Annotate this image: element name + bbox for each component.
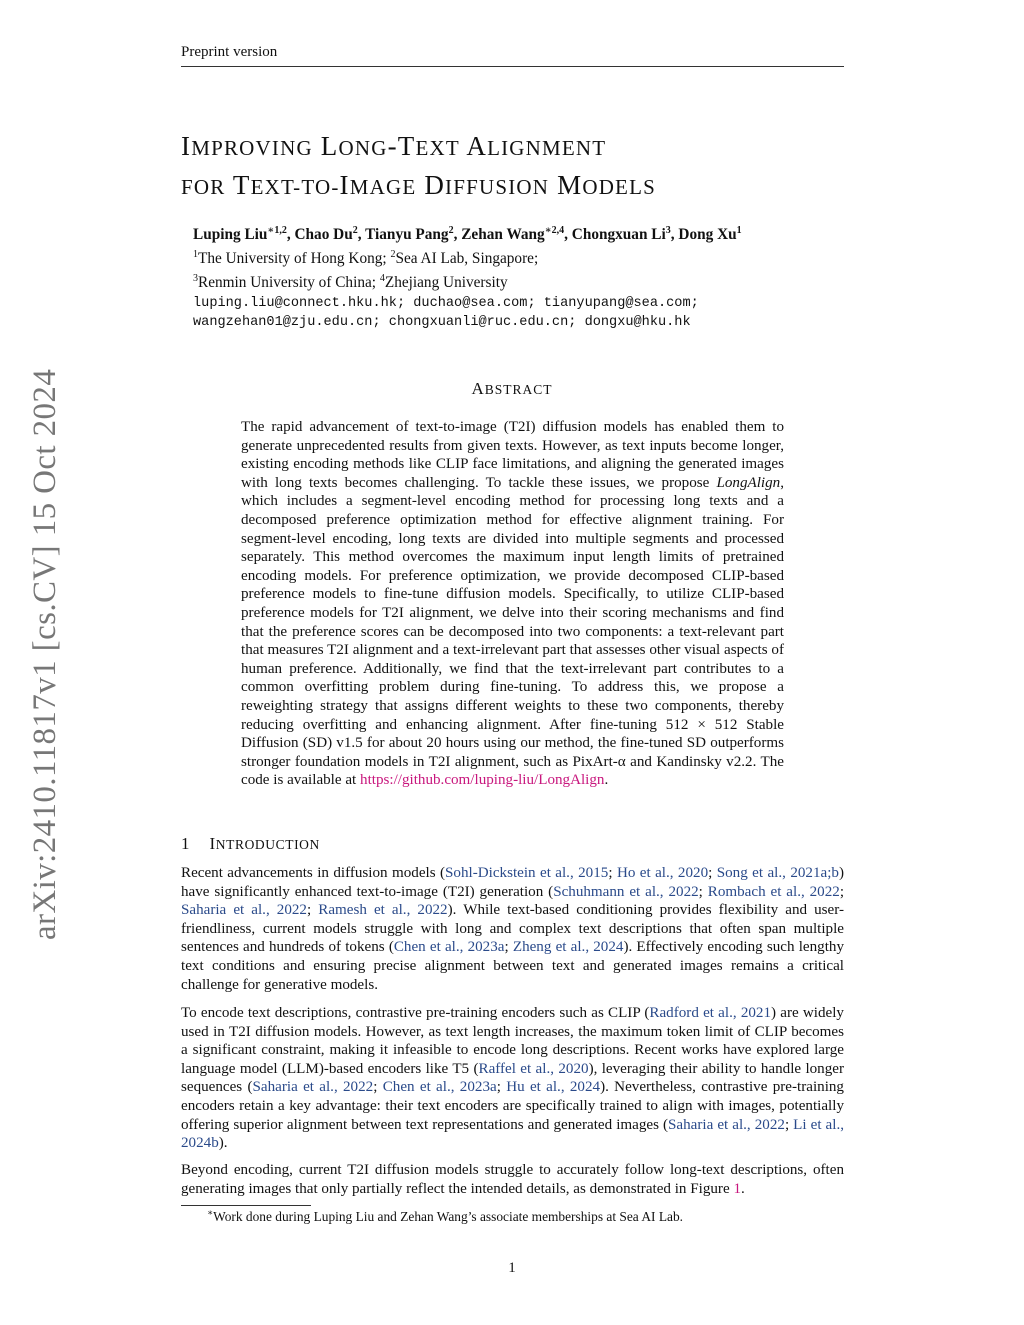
citation-link[interactable]: Radford et al., 2021 [649,1005,772,1021]
citation-link[interactable]: Schuhmann et al., 2022 [553,883,699,900]
figure-ref-link[interactable]: 1 [733,1180,741,1197]
section-heading-introduction [181,834,320,854]
body-text: ; [608,865,617,881]
running-header: Preprint version [181,44,278,60]
affiliation: Renmin University of China; [198,274,377,291]
author-sup: 1 [736,224,742,236]
title-cap: A [466,131,488,161]
abstract-body [241,418,784,790]
abstract-heading-cap: A [471,379,485,398]
title-smallcaps: EXT [250,175,294,199]
title-smallcaps: EXT [415,136,460,160]
abstract-text: , which includes a segment-level encoding method for processing long texts and a decomposed preference optimization method for effective alignment training. For segment-level encoding, long texts are divided into multiple segments and processed separately. This method overcomes the maximum input length limits of pretrained encoding models. For preference optimization, we provide decomposed CLIP-based preference models to fine-tune diffusion models. Specifically, to utilize CLIP-based preference models for T2I alignment, we delve into their scoring mechanisms and find that the preference scores can be decomposed into two components: a text-relevant part that measures T2I alignment and a text-irrelevant part that assesses other visual aspects of human preference. Additionally, we find that the text-irrelevant part contributes to a common overfitting problem during fine-tuning. To address this, we propose a reweighting strategy that assigns different weights to these two components, thereby reducing overfitting and enhancing alignment. After fine-tuning 512 × 512 Stable Diffusion (SD) v1.5 for about 20 hours using our method, the fine-tuned SD outperforms stronger foundation models in T2I alignment, such as PixArt-α and Kandinsky v2.2. The code is available at [241,474,784,789]
abstract-text: . [604,772,609,789]
title-smallcaps: ONG [338,136,388,160]
affiliation-sup: 2 [390,248,396,260]
title-cap: I [181,131,192,161]
footnote-mark: ∗ [207,1207,214,1218]
title-line-1 [181,128,656,167]
abstract-heading-smallcaps: BSTRACT [484,382,553,397]
body-text: ; [306,902,319,919]
affiliation-sup: 3 [193,272,198,284]
footnote-rule [181,1205,311,1206]
footnote-text: Work done during Luping Liu and Zehan Wang’s associate memberships at Sea AI Lab. [213,1209,683,1224]
affiliation: Zhejiang University [384,274,508,291]
email-line-1: luping.liu@connect.hku.hk; duchao@sea.com; tianyupang@sea.com; [193,296,699,311]
page-number: 1 [508,1260,516,1276]
body-text: ; [496,1079,507,1096]
author-name: Zehan Wang [461,226,545,243]
title-smallcaps: FOR [181,175,226,199]
email-line-2: wangzehan01@zju.edu.cn; chongxuanli@ruc.edu.cn; dongxu@hku.hk [193,315,691,330]
author-name: Chongxuan Li [571,226,666,243]
header-rule [181,66,844,67]
citation-link[interactable]: Chen et al., 2023a [382,1079,497,1096]
title-line-2 [181,167,656,206]
body-text: ). Effectively encoding such lengthy text conditions and ensuring precise alignment between text and generated images remains a critical challenge for generative models. [181,939,844,993]
body-text: Recent advancements in diffusion models ( [181,865,446,881]
author-name: Tianyu Pang [365,226,449,243]
affiliation: The University of Hong Kong; [198,250,387,267]
affiliation-line-1 [193,250,538,268]
title-cap: L [320,131,339,161]
body-text: ; [708,865,717,881]
affiliation-sup: 1 [193,248,198,260]
abstract-heading [0,379,1024,399]
citation-link[interactable]: Song et al., 2021a;b [716,865,839,881]
title-smallcaps: MAGE [349,175,417,199]
citation-link[interactable]: Raffel et al., 2020 [478,1060,589,1077]
body-text: Beyond encoding, current T2I diffusion models struggle to accurately follow long-text descriptions, often generating images that only partially reflect the intended details, as demonstrated in Figure [181,1162,844,1197]
section-number: 1 [181,834,191,853]
author-sup: ∗2,4 [544,224,565,236]
intro-paragraph-2 [181,1004,844,1153]
affiliation: Sea AI Lab, Singapore; [395,250,539,267]
title-cap: -T [387,131,416,161]
arxiv-stamp: arXiv:2410.11817v1 [cs.CV] 15 Oct 2024 [27,368,63,940]
title-cap: D [424,170,446,200]
citation-link[interactable]: Saharia et al., 2022 [252,1079,374,1096]
title-smallcaps: MPROVING [191,136,313,160]
body-text: ) are widely used in T2I diffusion models. However, as text length increases, the maximum token limit of CLIP becomes a significant constraint, making it infeasible to encode long descriptions. Recent works have explored large language model (LLM)-based encoders like T5 ( [181,1005,844,1077]
body-text: ; [698,883,708,900]
affiliation-line-2 [193,274,508,292]
body-text: ; [373,1079,383,1096]
author-name: Dong Xu [678,226,737,243]
author-sup: 3 [665,224,671,236]
intro-paragraph-1 [181,864,844,994]
title-smallcaps: -TO- [293,175,340,199]
title-smallcaps: IFFUSION [445,175,550,199]
citation-link[interactable]: Saharia et al., 2022 [181,902,307,919]
author-name: Chao Du [294,226,353,243]
affiliation-sup: 4 [379,272,385,284]
title-smallcaps: ODELS [582,175,656,199]
body-text: ). Nevertheless, contrastive pre-training encoders retain a key advantage: their text encoders are specifically trained to align with images, potentially offering superior alignment between text representations and generated images ( [181,1079,844,1133]
paper-title [181,128,656,206]
body-text: ). While text-based conditioning provides flexibility and user-friendliness, current models struggle with long and complex text descriptions that often span multiple sentences and hundreds of tokens ( [181,902,844,956]
citation-link[interactable]: Li et al., 2024b [181,1116,844,1152]
body-text: ; [839,883,845,900]
code-link[interactable]: https://github.com/luping-liu/LongAlign [360,772,605,789]
intro-paragraph-3 [181,1161,844,1198]
body-text: ), leveraging their ability to handle longer sequences ( [181,1060,845,1096]
title-cap: T [232,170,251,200]
author-sup: 2 [448,224,454,236]
citation-link[interactable]: Ho et al., 2020 [616,865,709,881]
section-heading-smallcaps: NTRODUCTION [215,837,320,852]
citation-link[interactable]: Sohl-Dickstein et al., 2015 [445,865,609,881]
citation-link[interactable]: Ramesh et al., 2022 [318,902,448,919]
body-text: . [740,1180,745,1197]
citation-link[interactable]: Hu et al., 2024 [506,1079,601,1096]
citation-link[interactable]: Zheng et al., 2024 [512,939,624,956]
abstract-text: The rapid advancement of text-to-image (T2I) diffusion models has enabled them to generate unprecedented results from given texts. However, as text inputs become longer, existing encoding methods like CLIP face limitations, and aligning the generated images with long texts becomes challenging. To tackle these issues, we propose [241,419,784,491]
body-text: ) have significantly enhanced text-to-image (T2I) generation ( [181,865,844,900]
author-sup: ∗1,2 [267,224,287,236]
body-text: ; [784,1116,794,1133]
citation-link[interactable]: Rombach et al., 2022 [707,883,840,900]
body-text: ; [504,939,513,956]
citation-link[interactable]: Chen et al., 2023a [393,939,505,956]
citation-link[interactable]: Saharia et al., 2022 [668,1116,785,1133]
title-smallcaps: LIGNMENT [487,136,607,160]
body-text: ). [218,1135,228,1152]
title-cap: I [339,170,350,200]
title-cap: M [557,170,583,200]
section-heading-cap: I [209,834,216,853]
author-name: Luping Liu [193,226,268,243]
method-name: LongAlign [716,474,781,491]
author-sup: 2 [352,224,358,236]
body-text: To encode text descriptions, contrastive pre-training encoders such as CLIP ( [181,1005,650,1021]
author-list: Luping Liu$^{∗1,2}$, Chao Du$^2$, Tianyu Pang$^2$, Zehan Wang$^{∗2,4}$, Chongxuan Li$^3$, Dong Xu$^1$ [193,224,742,243]
footnote [207,1209,683,1225]
